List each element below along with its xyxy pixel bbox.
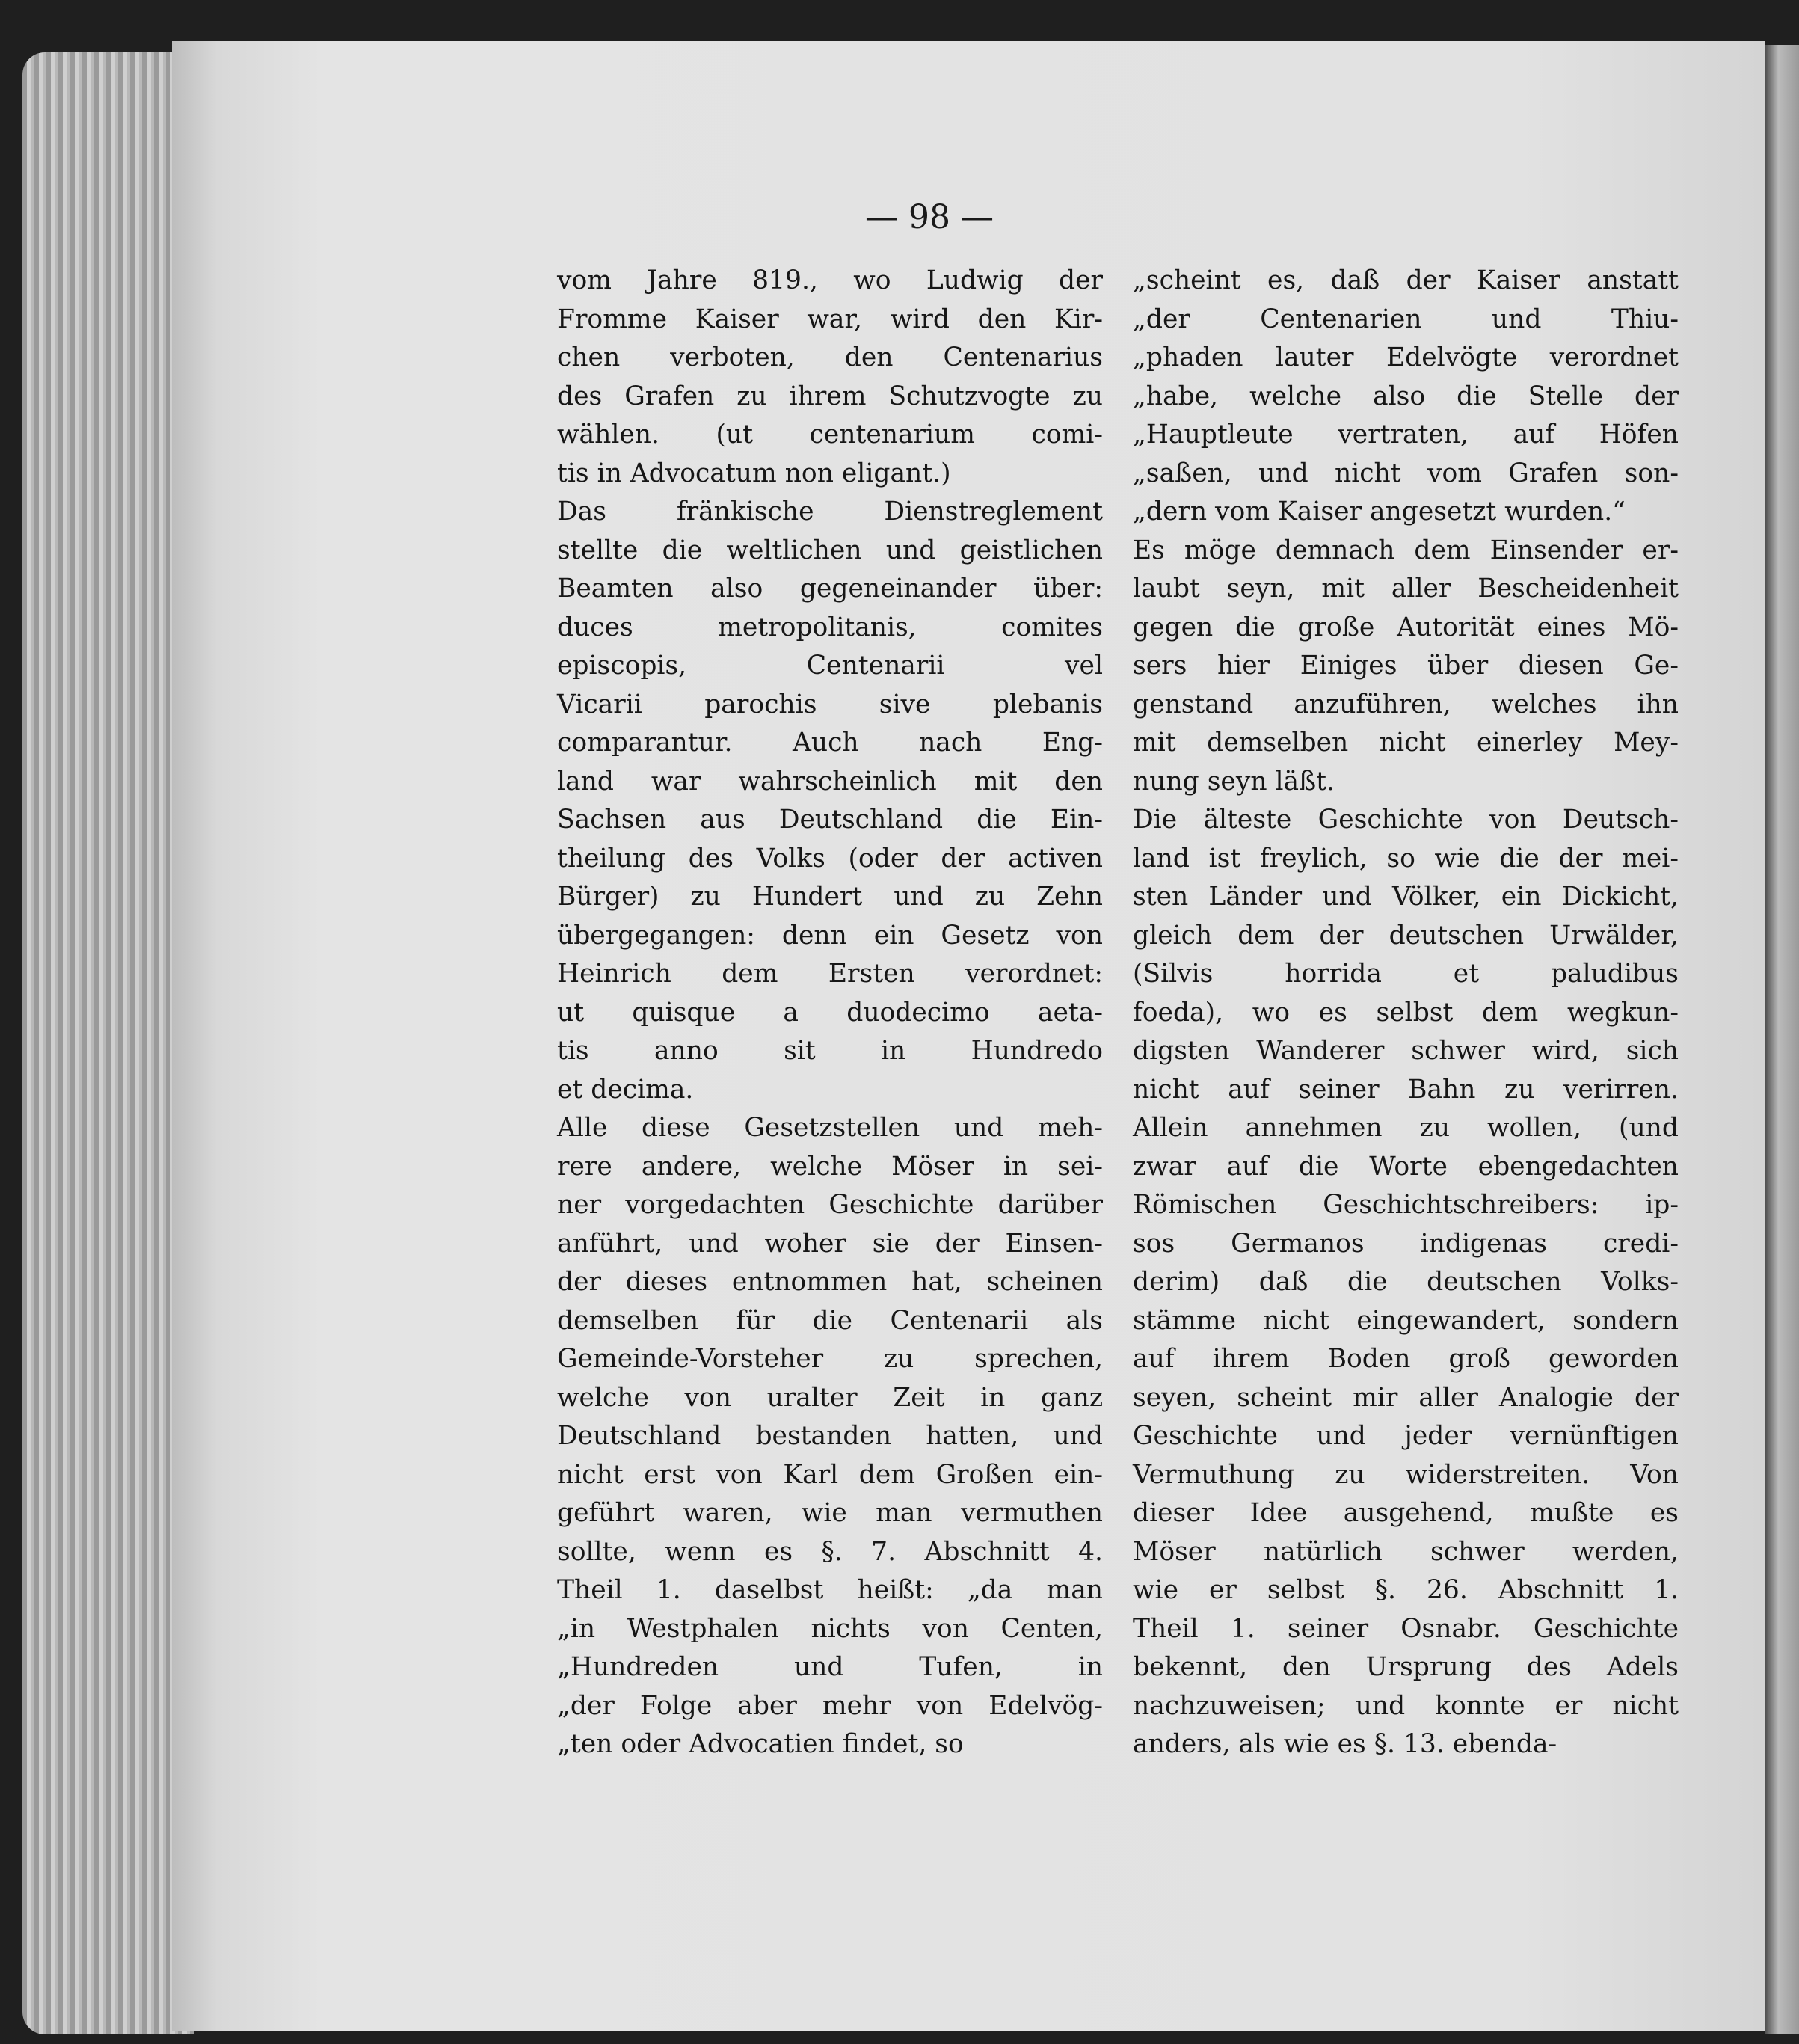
text-line: „dern vom Kaiser angesetzt wurden.“ — [1133, 497, 1626, 527]
text-line: (Silvis horrida et paludibus — [1133, 959, 1679, 989]
text-line: nachzuweisen; und konnte er nicht — [1133, 1690, 1679, 1721]
text-line: Römischen Geschichtschreibers: ip- — [1133, 1190, 1679, 1220]
text-line: Bürger) zu Hundert und zu Zehn — [557, 882, 1103, 912]
text-line: bekennt, den Ursprung des Adels — [1133, 1652, 1679, 1682]
text-line: Das fränkische Dienstreglement — [557, 497, 1103, 527]
text-line: auf ihrem Boden groß geworden — [1133, 1344, 1679, 1374]
text-line: episcopis, Centenarii vel — [557, 651, 1103, 681]
text-line: „der Centenarien und Thiu- — [1133, 304, 1679, 334]
text-line: gleich dem der deutschen Urwälder, — [1133, 920, 1679, 951]
text-line: anführt, und woher sie der Einsen- — [557, 1228, 1103, 1259]
text-line: genstand anzuführen, welches ihn — [1133, 689, 1679, 719]
text-line: ner vorgedachten Geschichte darüber — [557, 1190, 1103, 1220]
text-line: chen verboten, den Centenarius — [557, 343, 1103, 372]
text-line: welche von uralter Zeit in ganz — [557, 1382, 1103, 1413]
text-line: theilung des Volks (oder der activen — [557, 843, 1103, 874]
text-line: Beamten also gegeneinander über: — [557, 574, 1103, 604]
text-line: sers hier Einiges über diesen Ge- — [1133, 651, 1679, 681]
text-line: Heinrich dem Ersten verordnet: — [557, 959, 1103, 989]
text-line: Theil 1. seiner Osnabr. Geschichte — [1133, 1613, 1679, 1644]
text-line: „ten oder Advocatien findet, so — [557, 1729, 964, 1759]
text-line: nicht erst von Karl dem Großen ein- — [557, 1459, 1103, 1490]
text-line: laubt seyn, mit aller Bescheidenheit — [1133, 574, 1679, 604]
text-line: derim) daß die deutschen Volks- — [1133, 1267, 1679, 1297]
text-line: dieser Idee ausgehend, mußte es — [1133, 1498, 1679, 1528]
text-line: „saßen, und nicht vom Grafen son- — [1133, 458, 1679, 488]
left-text-column — [557, 262, 1103, 1997]
text-line: Die älteste Geschichte von Deutsch- — [1133, 805, 1679, 835]
text-line: „scheint es, daß der Kaiser anstatt — [1133, 266, 1679, 295]
facing-page-edge — [1765, 45, 1799, 2034]
text-line: Gemeinde-Vorsteher zu sprechen, — [557, 1344, 1103, 1374]
text-line: geführt waren, wie man vermuthen — [557, 1498, 1103, 1528]
text-line: „phaden lauter Edelvögte verordnet — [1133, 343, 1679, 372]
text-line: zwar auf die Worte ebengedachten — [1133, 1151, 1679, 1182]
text-line: übergegangen: denn ein Gesetz von — [557, 920, 1103, 951]
text-line: „Hauptleute vertraten, auf Höfen — [1133, 420, 1679, 449]
text-line: der dieses entnommen hat, scheinen — [557, 1267, 1103, 1297]
text-line: „in Westphalen nichts von Centen, — [557, 1613, 1103, 1644]
text-line: Vermuthung zu widerstreiten. Von — [1133, 1459, 1679, 1490]
text-line: sten Länder und Völker, ein Dickicht, — [1133, 882, 1679, 912]
text-line: seyen, scheint mir aller Analogie der — [1133, 1382, 1679, 1413]
page-number: — 98 — — [865, 198, 994, 236]
text-line: Theil 1. daselbst heißt: „da man — [557, 1575, 1103, 1605]
text-line: duces metropolitanis, comites — [557, 612, 1103, 642]
text-line: stellte die weltlichen und geistlichen — [557, 535, 1103, 565]
text-line: Deutschland bestanden hatten, und — [557, 1421, 1103, 1451]
text-line: Vicarii parochis sive plebanis — [557, 689, 1103, 719]
text-line: et decima. — [557, 1074, 694, 1105]
text-line: Fromme Kaiser war, wird den Kir- — [557, 304, 1103, 334]
text-line: sos Germanos indigenas credi- — [1133, 1228, 1679, 1259]
text-line: Allein annehmen zu wollen, (und — [1133, 1113, 1679, 1143]
text-line: „der Folge aber mehr von Edelvög- — [557, 1690, 1103, 1721]
text-line: „Hundreden und Tufen, in — [557, 1652, 1103, 1682]
text-line: gegen die große Autorität eines Mö- — [1133, 612, 1679, 642]
text-line: wählen. (ut centenarium comi- — [557, 420, 1103, 449]
text-line: land war wahrscheinlich mit den — [557, 766, 1103, 797]
text-line: sollte, wenn es §. 7. Abschnitt 4. — [557, 1536, 1103, 1567]
right-text-column — [1133, 262, 1679, 1997]
text-line: digsten Wanderer schwer wird, sich — [1133, 1036, 1679, 1066]
text-line: land ist freylich, so wie die der mei- — [1133, 843, 1679, 874]
text-line: Geschichte und jeder vernünftigen — [1133, 1421, 1679, 1451]
text-line: comparantur. Auch nach Eng- — [557, 728, 1103, 758]
text-line: tis anno sit in Hundredo — [557, 1036, 1103, 1066]
text-line: anders, als wie es §. 13. ebenda- — [1133, 1729, 1557, 1759]
text-line: „habe, welche also die Stelle der — [1133, 381, 1679, 411]
text-line: demselben für die Centenarii als — [557, 1305, 1103, 1336]
text-line: Sachsen aus Deutschland die Ein- — [557, 805, 1103, 835]
text-line: Es möge demnach dem Einsender er- — [1133, 535, 1679, 565]
text-line: des Grafen zu ihrem Schutzvogte zu — [557, 381, 1103, 411]
text-line: Alle diese Gesetzstellen und meh- — [557, 1113, 1103, 1143]
text-line: Möser natürlich schwer werden, — [1133, 1536, 1679, 1567]
text-line: nung seyn läßt. — [1133, 766, 1335, 797]
text-line: rere andere, welche Möser in sei- — [557, 1151, 1103, 1182]
text-line: mit demselben nicht einerley Mey- — [1133, 728, 1679, 758]
text-line: nicht auf seiner Bahn zu verirren. — [1133, 1074, 1679, 1105]
text-line: stämme nicht eingewandert, sondern — [1133, 1305, 1679, 1336]
text-line: vom Jahre 819., wo Ludwig der — [557, 266, 1103, 295]
text-line: foeda), wo es selbst dem wegkun- — [1133, 997, 1679, 1028]
text-line: ut quisque a duodecimo aeta- — [557, 997, 1103, 1028]
page-edges — [22, 52, 194, 2034]
text-line: tis in Advocatum non eligant.) — [557, 458, 951, 488]
text-line: wie er selbst §. 26. Abschnitt 1. — [1133, 1575, 1679, 1605]
